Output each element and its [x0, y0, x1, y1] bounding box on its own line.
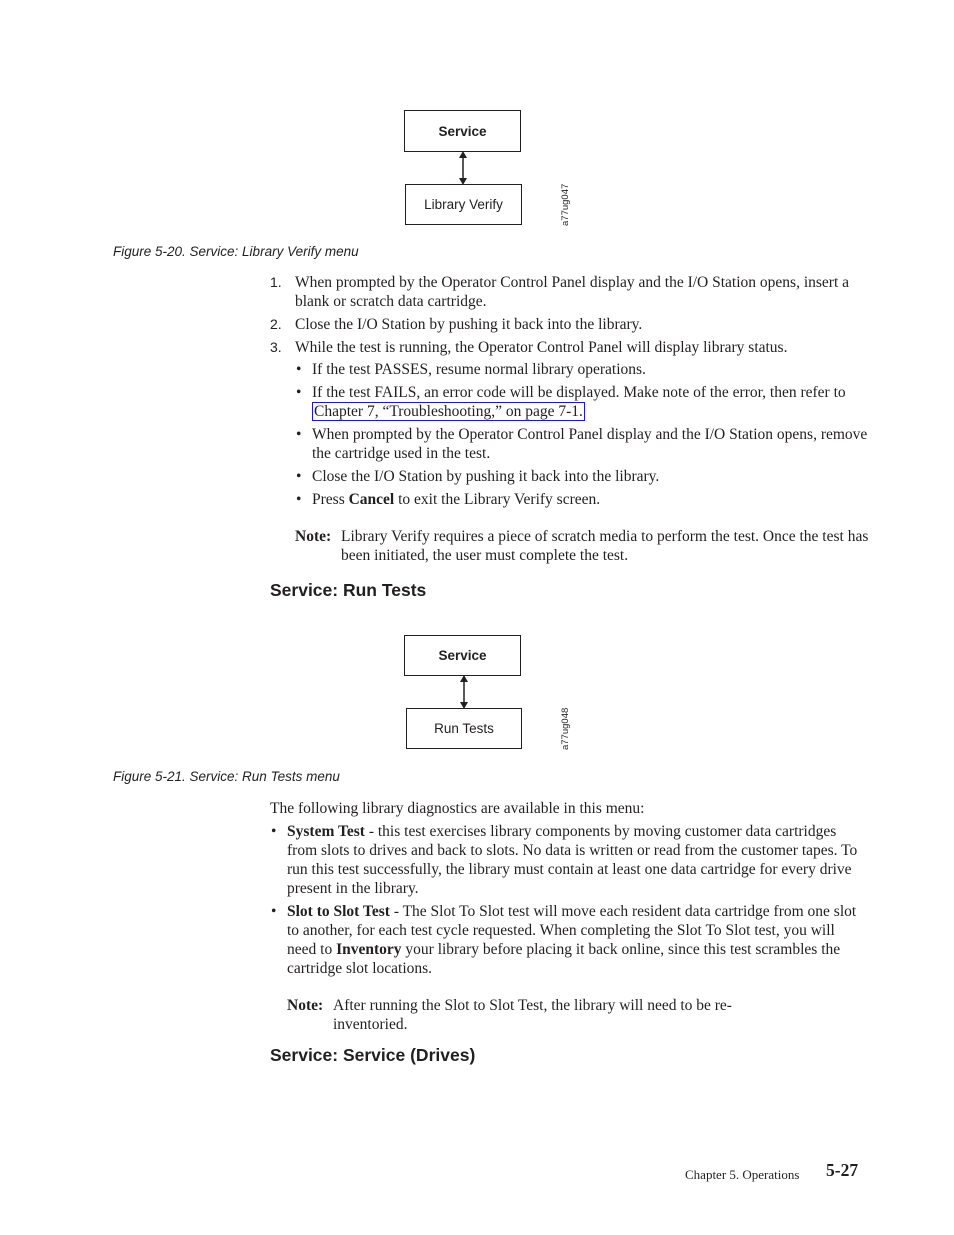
- step-text: When prompted by the Operator Control Panel display and the I/O Station opens, insert a blank or scratch data cartridge.: [295, 274, 850, 310]
- bullet-icon: •: [296, 491, 302, 508]
- section-heading-service-drives: Service: Service (Drives): [270, 1045, 476, 1065]
- bullet-icon: •: [271, 823, 277, 840]
- list-item: [270, 338, 870, 565]
- figure-code: a77ug047: [560, 183, 571, 226]
- bullet-text: If the test PASSES, resume normal library operations.: [312, 361, 646, 378]
- page-number: 5-27: [826, 1160, 859, 1180]
- step-text: Close the I/O Station by pushing it back into the library.: [295, 316, 643, 333]
- diagram-box-run-tests: Run Tests: [406, 708, 522, 749]
- bullet-text: Close the I/O Station by pushing it back into the library.: [312, 468, 660, 485]
- diagnostic-text: - this test exercises library components by moving customer data cartridges from slots to drives and back to slots. No data is written or read from the customer tapes. To run this test successfully, the library must contain at least one data cartridge for every drive present in the library.: [287, 823, 858, 897]
- figure-caption: Figure 5-21. Service: Run Tests menu: [113, 769, 340, 784]
- step-number: 3.: [270, 339, 282, 355]
- steps-list: [270, 273, 870, 569]
- sub-bullet-list: [295, 360, 870, 509]
- list-item: [270, 822, 860, 898]
- double-arrow-icon: [456, 151, 470, 185]
- inventory-keyword: Inventory: [336, 941, 402, 958]
- note: [287, 996, 763, 1034]
- bullet-icon: •: [296, 361, 302, 378]
- diagram-box-service-1: Service: [404, 110, 521, 152]
- bullet-icon: •: [296, 468, 302, 485]
- section-heading-run-tests: Service: Run Tests: [270, 580, 427, 600]
- diagram-box-service-2: Service: [404, 635, 521, 676]
- list-item: [270, 315, 870, 334]
- bullet-icon: •: [271, 903, 277, 920]
- step-text: While the test is running, the Operator Control Panel will display library status.: [295, 339, 788, 356]
- list-item: [295, 383, 870, 421]
- step-number: 2.: [270, 316, 282, 332]
- note-label: Note:: [295, 528, 332, 545]
- footer-chapter: Chapter 5. Operations: [685, 1167, 800, 1182]
- list-item: [295, 360, 870, 379]
- list-item: [270, 273, 870, 311]
- list-item: [295, 425, 870, 463]
- bullet-icon: •: [296, 384, 302, 401]
- double-arrow-icon: [457, 675, 471, 709]
- bullet-text: If the test FAILS, an error code will be displayed. Make note of the error, then refer to: [312, 384, 846, 401]
- list-item: [295, 467, 870, 486]
- troubleshooting-link[interactable]: Chapter 7, “Troubleshooting,” on page 7-1.: [314, 403, 583, 420]
- note-text: Library Verify requires a piece of scratch media to perform the test. Once the test has been initiated, the user must complete the test.: [341, 528, 869, 564]
- list-item: [270, 902, 860, 1034]
- step-number: 1.: [270, 274, 282, 290]
- figure-caption: Figure 5-20. Service: Library Verify menu: [113, 244, 359, 259]
- bullet-text: to exit the Library Verify screen.: [394, 491, 601, 508]
- figure-code: a77ug048: [560, 707, 571, 750]
- bullet-icon: •: [296, 426, 302, 443]
- diagnostic-text: - The Slot To Slot test will move each resident data cartridge from one slot to another, for each test cycle requested. When completing the Slot To Slot test, you will need to: [287, 903, 857, 958]
- diagnostic-text: your library before placing it back online, since this test scrambles the cartridge slot locations.: [287, 941, 841, 977]
- diagnostics-intro: The following library diagnostics are available in this menu:: [270, 800, 645, 817]
- bullet-text: When prompted by the Operator Control Panel display and the I/O Station opens, remove the cartridge used in the test.: [312, 426, 868, 462]
- note: [295, 527, 870, 565]
- note-text: After running the Slot to Slot Test, the library will need to be re-inventoried.: [333, 997, 732, 1033]
- note-label: Note:: [287, 997, 324, 1014]
- diagnostic-name: System Test: [287, 823, 365, 840]
- cancel-keyword: Cancel: [348, 491, 395, 508]
- bullet-text: Press: [312, 491, 349, 508]
- diagnostics-list: [270, 822, 860, 1038]
- diagnostic-name: Slot to Slot Test: [287, 903, 390, 920]
- list-item: [295, 490, 870, 509]
- diagram-box-library-verify: Library Verify: [405, 184, 522, 225]
